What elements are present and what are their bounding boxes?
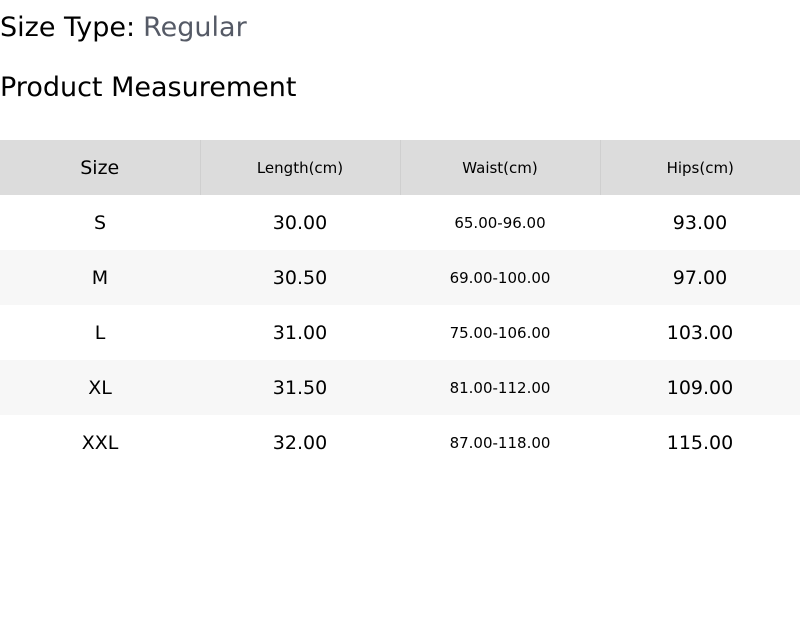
cell-waist: 75.00-106.00: [449, 323, 551, 342]
table-row: [0, 415, 800, 470]
cell-hips: 115.00: [666, 431, 734, 454]
cell-waist: 69.00-100.00: [400, 250, 600, 305]
table-row: [0, 250, 800, 305]
cell-size: S: [93, 211, 107, 234]
table-row: [0, 195, 800, 250]
cell-length: 31.00: [272, 321, 328, 344]
header-size: Size: [0, 140, 200, 195]
cell-size: XL: [0, 360, 200, 415]
table-row: [0, 360, 800, 415]
cell-length: 30.00: [272, 211, 328, 234]
cell-size: L: [94, 321, 106, 344]
cell-length: 31.50: [200, 360, 400, 415]
table-row: [0, 305, 800, 360]
cell-size: XXL: [81, 431, 119, 454]
cell-length: 32.00: [272, 431, 328, 454]
table-header-row: [0, 140, 800, 195]
size-type-line: [0, 10, 247, 46]
cell-size: M: [0, 250, 200, 305]
cell-hips: 109.00: [600, 360, 800, 415]
measurement-table: [0, 140, 800, 470]
header-waist: Waist(cm): [400, 140, 600, 195]
cell-waist: 81.00-112.00: [400, 360, 600, 415]
cell-hips: 93.00: [672, 211, 728, 234]
header-hips: Hips(cm): [600, 140, 800, 195]
product-measurement-title: Product Measurement: [0, 72, 297, 103]
cell-waist: 65.00-96.00: [454, 213, 546, 232]
cell-hips: 97.00: [600, 250, 800, 305]
cell-length: 30.50: [200, 250, 400, 305]
size-type-label: Size Type:: [0, 12, 136, 43]
cell-waist: 87.00-118.00: [449, 433, 551, 452]
header-length: Length(cm): [200, 140, 400, 195]
cell-hips: 103.00: [666, 321, 734, 344]
size-type-value: Regular: [143, 12, 247, 43]
